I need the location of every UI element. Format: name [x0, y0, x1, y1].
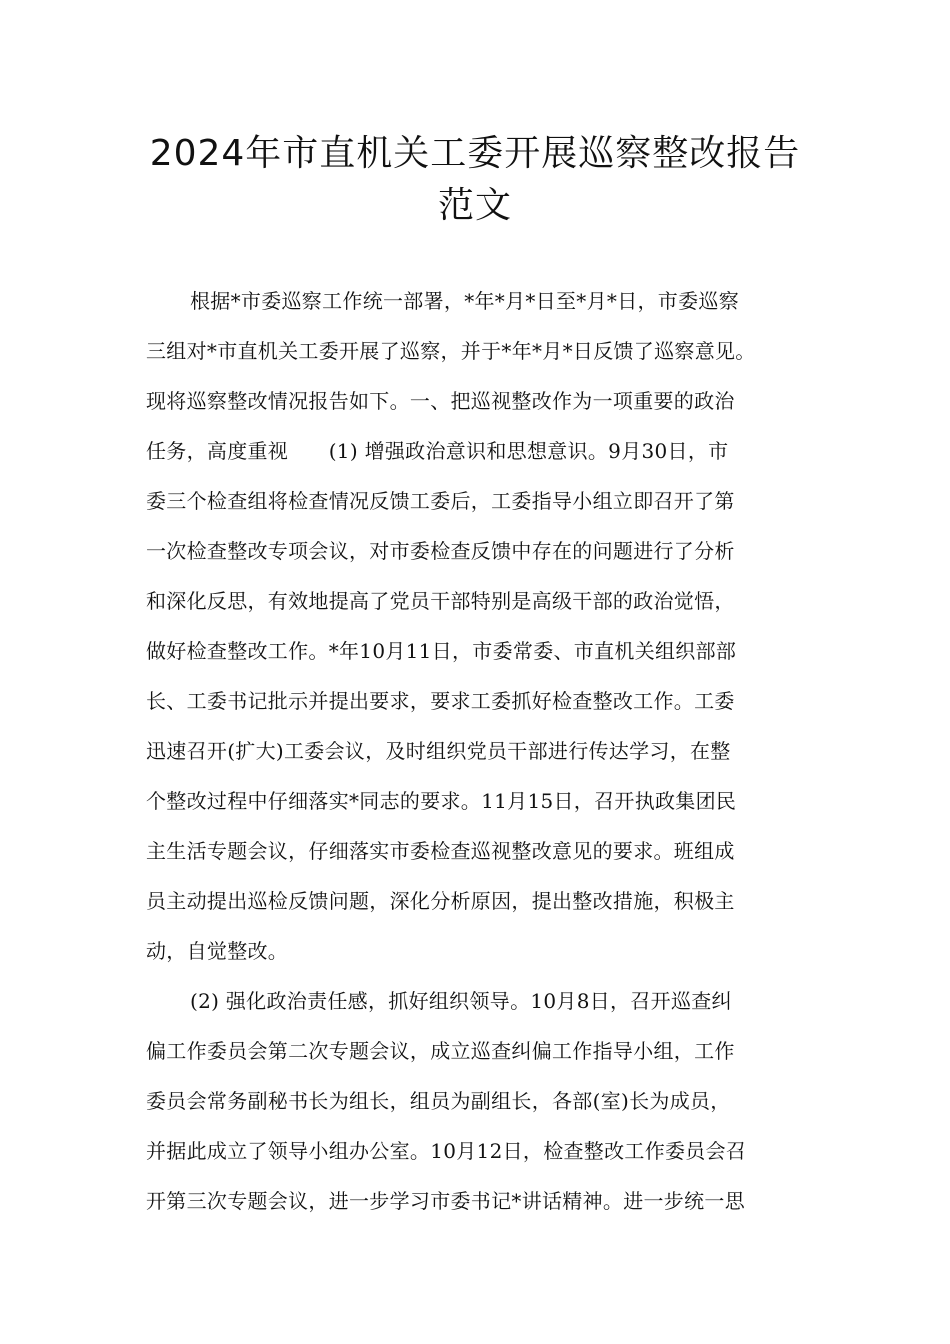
document-title-line-2: 范文: [437, 185, 512, 226]
body-line: 现将巡察整改情况报告如下。一、把巡视整改作为一项重要的政治: [146, 389, 735, 413]
body-line: 委三个检查组将检查情况反馈工委后，工委指导小组立即召开了第: [146, 489, 735, 513]
body-line: 做好检查整改工作。*年10月11日，市委常委、市直机关组织部部: [146, 639, 737, 663]
body-line: 一次检查整改专项会议，对市委检查反馈中存在的问题进行了分析: [146, 539, 735, 563]
body-line: 和深化反思，有效地提高了党员干部特别是高级干部的政治觉悟，: [146, 589, 735, 613]
body-line: 任务，高度重视 (1) 增强政治意识和思想意识。9月30日，市: [146, 439, 729, 463]
document-title-line-1: 2024年市直机关工委开展巡察整改报告: [149, 133, 801, 174]
body-line: 根据*市委巡察工作统一部署，*年*月*日至*月*日，市委巡察: [190, 289, 739, 313]
body-line: 偏工作委员会第二次专题会议，成立巡查纠偏工作指导小组，工作: [146, 1039, 735, 1063]
body-line: 三组对*市直机关工委开展了巡察，并于*年*月*日反馈了巡察意见。: [146, 339, 756, 363]
body-line: 并据此成立了领导小组办公室。10月12日，检查整改工作委员会召: [146, 1139, 747, 1163]
body-line: 开第三次专题会议，进一步学习市委书记*讲话精神。进一步统一思: [146, 1189, 745, 1213]
body-line: 员主动提出巡检反馈问题，深化分析原因，提出整改措施，积极主: [146, 889, 735, 913]
body-line: (2) 强化政治责任感，抓好组织领导。10月8日，召开巡查纠: [190, 989, 732, 1013]
body-line: 主生活专题会议，仔细落实市委检查巡视整改意见的要求。班组成: [146, 839, 735, 863]
body-line: 委员会常务副秘书长为组长，组员为副组长，各部(室)长为成员，: [146, 1089, 731, 1113]
body-line: 个整改过程中仔细落实*同志的要求。11月15日，召开执政集团民: [146, 789, 737, 813]
body-line: 迅速召开(扩大)工委会议，及时组织党员干部进行传达学习，在整: [146, 739, 731, 763]
body-line: 动，自觉整改。: [146, 939, 289, 963]
body-line: 长、工委书记批示并提出要求，要求工委抓好检查整改工作。工委: [146, 689, 735, 713]
